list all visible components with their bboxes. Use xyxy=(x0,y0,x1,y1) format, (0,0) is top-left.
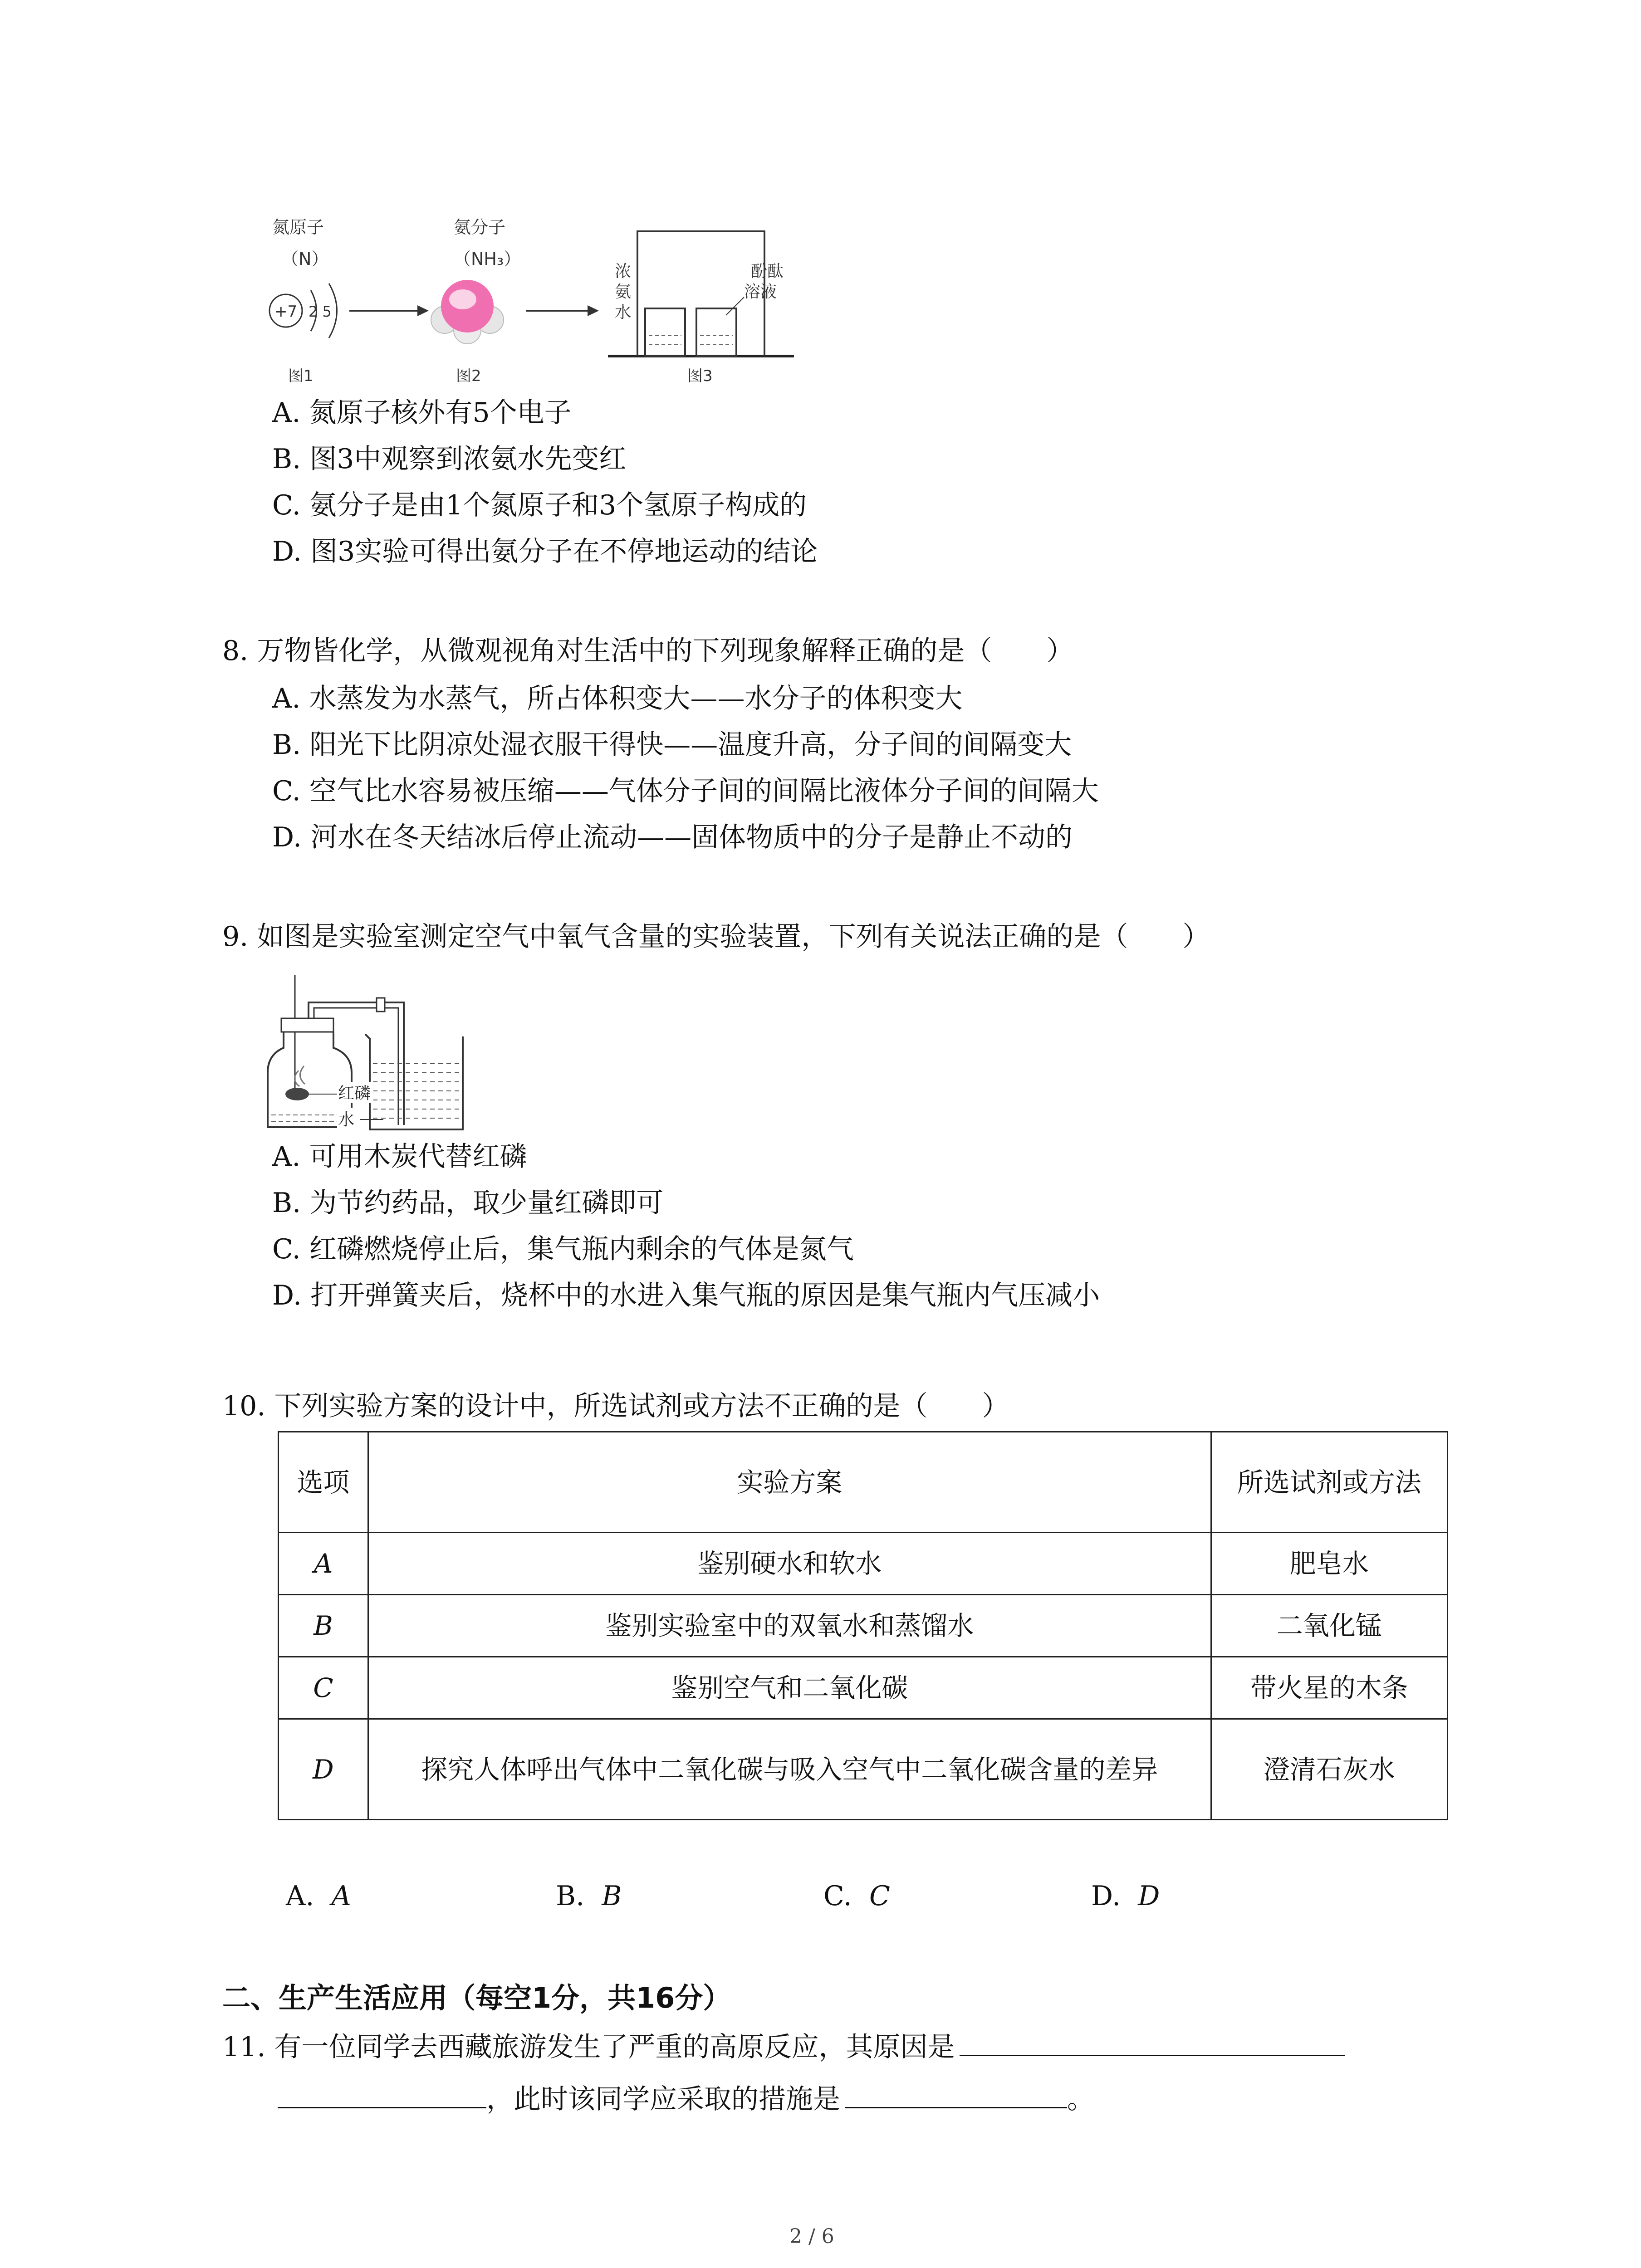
header-method: 所选试剂或方法 xyxy=(1211,1432,1447,1533)
q11-text-2: ，此时该同学应采取的措施是 xyxy=(486,2083,840,2115)
ammonia-molecule-diagram xyxy=(431,280,504,344)
q10-choice-d: D. D xyxy=(1091,1880,1160,1912)
q9-option-c: C. 红磷燃烧停止后，集气瓶内剩余的气体是氮气 xyxy=(272,1233,854,1265)
row-option: D xyxy=(279,1719,368,1820)
q7-option-b: B. 图3中观察到浓氨水先变红 xyxy=(272,443,627,475)
fig3-left-label-1: 浓 xyxy=(615,262,632,281)
q9-option-b: B. 为节约药品，取少量红磷即可 xyxy=(272,1187,664,1219)
q11-text-1: 11. 有一位同学去西藏旅游发生了严重的高原反应，其原因是 xyxy=(222,2031,955,2063)
table-row xyxy=(279,1533,1448,1595)
fig1-caption: 图1 xyxy=(288,367,314,385)
q8-option-c: C. 空气比水容易被压缩——气体分子间的间隔比液体分子间的间隔大 xyxy=(272,775,1099,807)
table-row xyxy=(279,1595,1448,1657)
oxygen-content-apparatus xyxy=(263,975,499,1139)
q10-choice-a: A. A xyxy=(286,1880,351,1912)
fig2-title: 氨分子 xyxy=(454,217,506,237)
table-row xyxy=(279,1719,1448,1820)
table-header-row xyxy=(279,1432,1448,1533)
q11-line2 xyxy=(278,2080,1094,2117)
q7-option-c: C. 氨分子是由1个氮原子和3个氢原子构成的 xyxy=(272,489,807,521)
fig1-nucleus: +7 xyxy=(274,303,298,321)
q10-choice-c: C. C xyxy=(823,1880,890,1912)
row-option: B xyxy=(279,1595,368,1657)
header-option: 选项 xyxy=(279,1432,368,1533)
q9-option-a: A. 可用木炭代替红磷 xyxy=(272,1141,527,1173)
row-method: 带火星的木条 xyxy=(1211,1657,1447,1719)
row-scheme: 鉴别空气和二氧化碳 xyxy=(368,1657,1211,1719)
q8-stem: 8. 万物皆化学，从微观视角对生活中的下列现象解释正确的是（ ） xyxy=(222,635,1074,667)
q7-option-a: A. 氮原子核外有5个电子 xyxy=(272,397,572,429)
q9-option-d: D. 打开弹簧夹后，烧杯中的水进入集气瓶的原因是集气瓶内气压减小 xyxy=(272,1280,1100,1311)
row-scheme: 鉴别实验室中的双氧水和蒸馏水 xyxy=(368,1595,1211,1657)
row-method: 二氧化锰 xyxy=(1211,1595,1447,1657)
answer-blank[interactable] xyxy=(278,2080,486,2108)
q10-choice-b: B. B xyxy=(556,1880,622,1912)
table-row xyxy=(279,1657,1448,1719)
header-scheme: 实验方案 xyxy=(368,1432,1211,1533)
q7-figures-svg xyxy=(254,218,844,408)
q10-experiment-table xyxy=(278,1431,1448,1820)
row-scheme: 鉴别硬水和软水 xyxy=(368,1533,1211,1595)
fig1-shells: 2 5 xyxy=(309,303,332,320)
row-method: 澄清石灰水 xyxy=(1211,1719,1447,1820)
section-heading: 二、生产生活应用（每空1分，共16分） xyxy=(222,1981,731,2014)
fig3-caption: 图3 xyxy=(687,367,713,385)
fig3-left-label-2: 氨 xyxy=(615,283,632,301)
fig3-right-label-1: 酚酞 xyxy=(751,262,784,281)
row-option: C xyxy=(279,1657,368,1719)
fig2-caption: 图2 xyxy=(456,367,481,385)
red-phosphorus-label: 红磷 xyxy=(338,1084,371,1103)
q10-stem: 10. 下列实验方案的设计中，所选试剂或方法不正确的是（ ） xyxy=(222,1390,1009,1422)
fig1-title: 氮原子 xyxy=(272,217,324,237)
arrow-icon xyxy=(526,305,599,316)
q11-text-3: 。 xyxy=(1067,2083,1094,2115)
fig3-right-label-2: 溶液 xyxy=(744,283,777,301)
fig3-left-label-3: 水 xyxy=(615,303,632,322)
row-method: 肥皂水 xyxy=(1211,1533,1447,1595)
q8-option-b: B. 阳光下比阴凉处湿衣服干得快——温度升高，分子间的间隔变大 xyxy=(272,729,1072,761)
row-scheme: 探究人体呼出气体中二氧化碳与吸入空气中二氧化碳含量的差异 xyxy=(368,1719,1211,1820)
fig2-symbol: （NH₃） xyxy=(454,249,521,269)
q8-option-a: A. 水蒸发为水蒸气，所占体积变大——水分子的体积变大 xyxy=(272,683,963,714)
answer-blank[interactable] xyxy=(960,2028,1345,2056)
page-number: 2 / 6 xyxy=(789,2225,834,2248)
q9-stem: 9. 如图是实验室测定空气中氧气含量的实验装置，下列有关说法正确的是（ ） xyxy=(222,921,1210,953)
q8-option-d: D. 河水在冬天结冰后停止流动——固体物质中的分子是静止不动的 xyxy=(272,821,1073,853)
answer-blank[interactable] xyxy=(845,2080,1067,2108)
water-label: 水 xyxy=(338,1110,355,1129)
arrow-icon xyxy=(349,305,429,316)
row-option: A xyxy=(279,1533,368,1595)
fig1-symbol: （N） xyxy=(281,249,329,269)
q11-line1 xyxy=(222,2028,1345,2065)
q7-option-d: D. 图3实验可得出氨分子在不停地运动的结论 xyxy=(272,536,818,567)
